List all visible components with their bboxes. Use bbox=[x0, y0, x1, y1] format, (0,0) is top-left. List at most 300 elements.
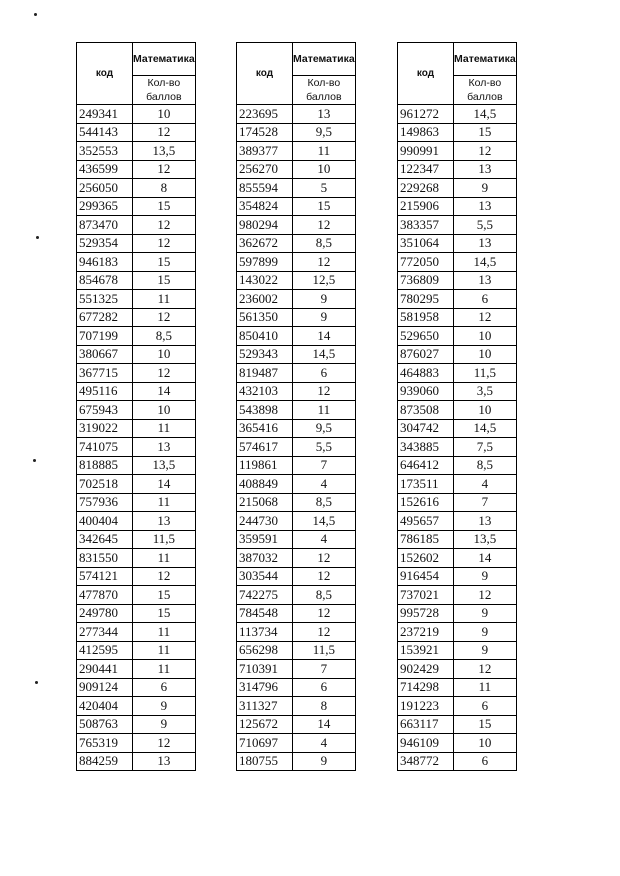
table-row bbox=[398, 234, 517, 253]
table-row bbox=[398, 308, 517, 327]
participant-code: 529650 bbox=[398, 327, 454, 346]
score-value: 10 bbox=[454, 327, 517, 346]
score-value: 13 bbox=[133, 438, 196, 457]
participant-code: 529343 bbox=[237, 345, 293, 364]
score-value: 14 bbox=[454, 549, 517, 568]
table-row bbox=[77, 123, 196, 142]
participant-code: 348772 bbox=[398, 752, 454, 771]
participant-code: 290441 bbox=[77, 660, 133, 679]
score-value: 6 bbox=[293, 678, 356, 697]
participant-code: 311327 bbox=[237, 697, 293, 716]
score-value: 12 bbox=[454, 142, 517, 161]
score-value: 15 bbox=[454, 715, 517, 734]
table-row bbox=[237, 530, 356, 549]
score-value: 11 bbox=[133, 660, 196, 679]
table-row bbox=[398, 586, 517, 605]
table-row bbox=[77, 438, 196, 457]
participant-code: 784548 bbox=[237, 604, 293, 623]
participant-code: 362672 bbox=[237, 234, 293, 253]
score-value: 8 bbox=[133, 179, 196, 198]
scan-speck bbox=[33, 459, 36, 462]
score-value: 5,5 bbox=[454, 216, 517, 235]
score-value: 11,5 bbox=[133, 530, 196, 549]
column-header-subject: Математика bbox=[133, 43, 196, 76]
table-row bbox=[77, 345, 196, 364]
table-row bbox=[398, 438, 517, 457]
score-value: 12 bbox=[293, 567, 356, 586]
participant-code: 742275 bbox=[237, 586, 293, 605]
table-row bbox=[398, 623, 517, 642]
score-value: 6 bbox=[454, 290, 517, 309]
table-row bbox=[398, 678, 517, 697]
table-row bbox=[398, 290, 517, 309]
participant-code: 304742 bbox=[398, 419, 454, 438]
table-row bbox=[237, 216, 356, 235]
table-row bbox=[237, 142, 356, 161]
table-row bbox=[237, 586, 356, 605]
participant-code: 702518 bbox=[77, 475, 133, 494]
table-row bbox=[237, 438, 356, 457]
table-row bbox=[237, 382, 356, 401]
participant-code: 215906 bbox=[398, 197, 454, 216]
score-value: 12 bbox=[293, 549, 356, 568]
score-value: 12 bbox=[454, 586, 517, 605]
score-value: 9 bbox=[133, 697, 196, 716]
score-value: 12 bbox=[454, 660, 517, 679]
score-value: 14 bbox=[293, 327, 356, 346]
table-row bbox=[237, 234, 356, 253]
table-row bbox=[77, 179, 196, 198]
participant-code: 495657 bbox=[398, 512, 454, 531]
participant-code: 229268 bbox=[398, 179, 454, 198]
score-value: 9,5 bbox=[293, 419, 356, 438]
score-value: 9 bbox=[454, 179, 517, 198]
table-row bbox=[77, 290, 196, 309]
participant-code: 153921 bbox=[398, 641, 454, 660]
participant-code: 876027 bbox=[398, 345, 454, 364]
table-row bbox=[398, 641, 517, 660]
score-value: 12 bbox=[133, 308, 196, 327]
participant-code: 646412 bbox=[398, 456, 454, 475]
table-row bbox=[398, 567, 517, 586]
participant-code: 574617 bbox=[237, 438, 293, 457]
participant-code: 436599 bbox=[77, 160, 133, 179]
table-row bbox=[237, 197, 356, 216]
score-value: 9 bbox=[293, 290, 356, 309]
table-row bbox=[77, 641, 196, 660]
participant-code: 119861 bbox=[237, 456, 293, 475]
participant-code: 656298 bbox=[237, 641, 293, 660]
participant-code: 256050 bbox=[77, 179, 133, 198]
score-value: 11 bbox=[133, 493, 196, 512]
table-row bbox=[237, 271, 356, 290]
table-row bbox=[77, 419, 196, 438]
participant-code: 544143 bbox=[77, 123, 133, 142]
column-header-points: Кол-во баллов bbox=[133, 76, 196, 105]
participant-code: 319022 bbox=[77, 419, 133, 438]
table-row bbox=[237, 401, 356, 420]
table-row bbox=[398, 160, 517, 179]
participant-code: 757936 bbox=[77, 493, 133, 512]
score-value: 3,5 bbox=[454, 382, 517, 401]
table-row bbox=[77, 586, 196, 605]
table-row bbox=[237, 160, 356, 179]
column-header-code: код bbox=[398, 43, 454, 105]
table-row bbox=[237, 678, 356, 697]
participant-code: 223695 bbox=[237, 105, 293, 124]
table-row bbox=[77, 697, 196, 716]
participant-code: 299365 bbox=[77, 197, 133, 216]
table-row bbox=[237, 697, 356, 716]
score-value: 8,5 bbox=[454, 456, 517, 475]
score-value: 12 bbox=[133, 216, 196, 235]
score-table-1 bbox=[76, 42, 196, 771]
score-value: 12 bbox=[293, 382, 356, 401]
participant-code: 383357 bbox=[398, 216, 454, 235]
table-row bbox=[398, 105, 517, 124]
participant-code: 946109 bbox=[398, 734, 454, 753]
score-value: 10 bbox=[454, 401, 517, 420]
score-value: 12 bbox=[133, 234, 196, 253]
participant-code: 990991 bbox=[398, 142, 454, 161]
participant-code: 707199 bbox=[77, 327, 133, 346]
table-row bbox=[237, 604, 356, 623]
table-row bbox=[237, 179, 356, 198]
score-value: 14,5 bbox=[454, 105, 517, 124]
participant-code: 909124 bbox=[77, 678, 133, 697]
participant-code: 420404 bbox=[77, 697, 133, 716]
score-table-body bbox=[77, 43, 196, 771]
participant-code: 939060 bbox=[398, 382, 454, 401]
participant-code: 249780 bbox=[77, 604, 133, 623]
score-value: 11 bbox=[133, 623, 196, 642]
table-row bbox=[398, 345, 517, 364]
score-value: 8,5 bbox=[133, 327, 196, 346]
score-value: 11 bbox=[133, 549, 196, 568]
participant-code: 237219 bbox=[398, 623, 454, 642]
score-value: 14,5 bbox=[293, 512, 356, 531]
table-row bbox=[77, 512, 196, 531]
table-row bbox=[237, 660, 356, 679]
score-value: 9 bbox=[454, 623, 517, 642]
participant-code: 236002 bbox=[237, 290, 293, 309]
participant-code: 855594 bbox=[237, 179, 293, 198]
participant-code: 529354 bbox=[77, 234, 133, 253]
score-value: 6 bbox=[454, 752, 517, 771]
table-row bbox=[77, 216, 196, 235]
table-row bbox=[398, 660, 517, 679]
table-row bbox=[398, 734, 517, 753]
score-value: 12 bbox=[293, 604, 356, 623]
participant-code: 400404 bbox=[77, 512, 133, 531]
participant-code: 831550 bbox=[77, 549, 133, 568]
score-value: 15 bbox=[454, 123, 517, 142]
table-row bbox=[398, 142, 517, 161]
participant-code: 961272 bbox=[398, 105, 454, 124]
table-row bbox=[77, 660, 196, 679]
table-row bbox=[237, 752, 356, 771]
participant-code: 256270 bbox=[237, 160, 293, 179]
score-value: 9 bbox=[454, 641, 517, 660]
participant-code: 249341 bbox=[77, 105, 133, 124]
column-header-subject: Математика bbox=[454, 43, 517, 76]
table-row bbox=[237, 345, 356, 364]
participant-code: 432103 bbox=[237, 382, 293, 401]
participant-code: 786185 bbox=[398, 530, 454, 549]
score-value: 13,5 bbox=[133, 142, 196, 161]
score-value: 5,5 bbox=[293, 438, 356, 457]
score-value: 12 bbox=[133, 160, 196, 179]
table-row bbox=[237, 623, 356, 642]
score-value: 12 bbox=[454, 308, 517, 327]
scan-speck bbox=[35, 681, 38, 684]
participant-code: 173511 bbox=[398, 475, 454, 494]
table-row bbox=[77, 734, 196, 753]
score-value: 7 bbox=[454, 493, 517, 512]
participant-code: 354824 bbox=[237, 197, 293, 216]
table-row bbox=[77, 308, 196, 327]
participant-code: 995728 bbox=[398, 604, 454, 623]
table-row bbox=[77, 752, 196, 771]
table-row bbox=[398, 475, 517, 494]
table-row bbox=[398, 530, 517, 549]
score-value: 15 bbox=[133, 271, 196, 290]
score-value: 13 bbox=[293, 105, 356, 124]
participant-code: 180755 bbox=[237, 752, 293, 771]
participant-code: 561350 bbox=[237, 308, 293, 327]
table-row bbox=[77, 549, 196, 568]
participant-code: 710391 bbox=[237, 660, 293, 679]
score-value: 8,5 bbox=[293, 586, 356, 605]
participant-code: 916454 bbox=[398, 567, 454, 586]
participant-code: 174528 bbox=[237, 123, 293, 142]
participant-code: 303544 bbox=[237, 567, 293, 586]
table-row bbox=[398, 197, 517, 216]
scan-speck bbox=[36, 236, 39, 239]
table-row bbox=[237, 715, 356, 734]
table-row bbox=[237, 475, 356, 494]
score-value: 14 bbox=[293, 715, 356, 734]
table-row bbox=[77, 678, 196, 697]
table-row bbox=[398, 456, 517, 475]
table-row bbox=[77, 530, 196, 549]
participant-code: 818885 bbox=[77, 456, 133, 475]
score-value: 4 bbox=[293, 734, 356, 753]
participant-code: 125672 bbox=[237, 715, 293, 734]
table-row bbox=[398, 382, 517, 401]
score-value: 14,5 bbox=[454, 253, 517, 272]
score-value: 11 bbox=[133, 290, 196, 309]
score-value: 12 bbox=[133, 364, 196, 383]
table-row bbox=[77, 253, 196, 272]
score-value: 4 bbox=[454, 475, 517, 494]
score-value: 12 bbox=[293, 253, 356, 272]
participant-code: 277344 bbox=[77, 623, 133, 642]
participant-code: 675943 bbox=[77, 401, 133, 420]
column-header-points: Кол-во баллов bbox=[454, 76, 517, 105]
participant-code: 873508 bbox=[398, 401, 454, 420]
participant-code: 408849 bbox=[237, 475, 293, 494]
table-row bbox=[77, 456, 196, 475]
score-value: 11 bbox=[133, 419, 196, 438]
score-value: 11 bbox=[133, 641, 196, 660]
participant-code: 736809 bbox=[398, 271, 454, 290]
score-value: 9 bbox=[293, 752, 356, 771]
score-value: 4 bbox=[293, 530, 356, 549]
table-row bbox=[77, 493, 196, 512]
score-value: 13 bbox=[454, 160, 517, 179]
table-row bbox=[398, 271, 517, 290]
table-row bbox=[398, 419, 517, 438]
table-row bbox=[398, 327, 517, 346]
participant-code: 819487 bbox=[237, 364, 293, 383]
score-value: 14 bbox=[133, 475, 196, 494]
participant-code: 380667 bbox=[77, 345, 133, 364]
score-value: 10 bbox=[293, 160, 356, 179]
table-row bbox=[237, 308, 356, 327]
table-row bbox=[398, 697, 517, 716]
score-value: 13,5 bbox=[133, 456, 196, 475]
column-header-code: код bbox=[77, 43, 133, 105]
score-value: 13 bbox=[133, 752, 196, 771]
table-row bbox=[77, 475, 196, 494]
participant-code: 359591 bbox=[237, 530, 293, 549]
score-value: 5 bbox=[293, 179, 356, 198]
participant-code: 508763 bbox=[77, 715, 133, 734]
header-row bbox=[77, 43, 196, 76]
score-value: 14,5 bbox=[293, 345, 356, 364]
participant-code: 597899 bbox=[237, 253, 293, 272]
participant-code: 152602 bbox=[398, 549, 454, 568]
table-row bbox=[77, 271, 196, 290]
score-table-2 bbox=[236, 42, 356, 771]
table-row bbox=[77, 364, 196, 383]
score-value: 11 bbox=[293, 401, 356, 420]
participant-code: 215068 bbox=[237, 493, 293, 512]
score-value: 4 bbox=[293, 475, 356, 494]
score-value: 15 bbox=[133, 197, 196, 216]
table-row bbox=[237, 419, 356, 438]
table-row bbox=[398, 401, 517, 420]
participant-code: 367715 bbox=[77, 364, 133, 383]
participant-code: 543898 bbox=[237, 401, 293, 420]
participant-code: 873470 bbox=[77, 216, 133, 235]
score-value: 7 bbox=[293, 660, 356, 679]
participant-code: 902429 bbox=[398, 660, 454, 679]
table-row bbox=[77, 234, 196, 253]
table-row bbox=[77, 142, 196, 161]
table-row bbox=[77, 160, 196, 179]
participant-code: 352553 bbox=[77, 142, 133, 161]
participant-code: 191223 bbox=[398, 697, 454, 716]
score-value: 6 bbox=[454, 697, 517, 716]
participant-code: 780295 bbox=[398, 290, 454, 309]
table-row bbox=[398, 253, 517, 272]
participant-code: 884259 bbox=[77, 752, 133, 771]
table-row bbox=[237, 493, 356, 512]
score-value: 13 bbox=[454, 512, 517, 531]
score-value: 9 bbox=[293, 308, 356, 327]
score-value: 8 bbox=[293, 697, 356, 716]
participant-code: 122347 bbox=[398, 160, 454, 179]
table-row bbox=[398, 364, 517, 383]
scan-speck bbox=[34, 13, 37, 16]
score-value: 7,5 bbox=[454, 438, 517, 457]
score-value: 10 bbox=[454, 734, 517, 753]
score-value: 7 bbox=[293, 456, 356, 475]
score-value: 12 bbox=[133, 567, 196, 586]
table-row bbox=[398, 549, 517, 568]
table-row bbox=[77, 623, 196, 642]
table-row bbox=[398, 179, 517, 198]
table-row bbox=[237, 512, 356, 531]
table-row bbox=[398, 123, 517, 142]
table-row bbox=[77, 715, 196, 734]
participant-code: 946183 bbox=[77, 253, 133, 272]
score-table-body bbox=[237, 43, 356, 771]
score-value: 12 bbox=[293, 623, 356, 642]
score-value: 6 bbox=[133, 678, 196, 697]
table-row bbox=[237, 456, 356, 475]
table-row bbox=[398, 493, 517, 512]
participant-code: 387032 bbox=[237, 549, 293, 568]
table-row bbox=[398, 216, 517, 235]
score-value: 13 bbox=[454, 271, 517, 290]
table-row bbox=[77, 105, 196, 124]
participant-code: 495116 bbox=[77, 382, 133, 401]
table-row bbox=[237, 567, 356, 586]
participant-code: 113734 bbox=[237, 623, 293, 642]
score-value: 12,5 bbox=[293, 271, 356, 290]
participant-code: 765319 bbox=[77, 734, 133, 753]
participant-code: 677282 bbox=[77, 308, 133, 327]
participant-code: 464883 bbox=[398, 364, 454, 383]
participant-code: 772050 bbox=[398, 253, 454, 272]
table-row bbox=[77, 382, 196, 401]
participant-code: 152616 bbox=[398, 493, 454, 512]
table-row bbox=[77, 197, 196, 216]
participant-code: 149863 bbox=[398, 123, 454, 142]
score-value: 11 bbox=[454, 678, 517, 697]
table-row bbox=[237, 641, 356, 660]
score-value: 14 bbox=[133, 382, 196, 401]
score-value: 14,5 bbox=[454, 419, 517, 438]
score-value: 12 bbox=[133, 123, 196, 142]
participant-code: 244730 bbox=[237, 512, 293, 531]
table-row bbox=[237, 290, 356, 309]
participant-code: 663117 bbox=[398, 715, 454, 734]
table-row bbox=[237, 549, 356, 568]
table-row bbox=[237, 327, 356, 346]
score-value: 8,5 bbox=[293, 234, 356, 253]
score-value: 12 bbox=[293, 216, 356, 235]
table-row bbox=[398, 512, 517, 531]
column-header-points: Кол-во баллов bbox=[293, 76, 356, 105]
score-value: 11,5 bbox=[454, 364, 517, 383]
score-table-3 bbox=[397, 42, 517, 771]
participant-code: 581958 bbox=[398, 308, 454, 327]
header-row bbox=[237, 43, 356, 76]
score-value: 10 bbox=[454, 345, 517, 364]
participant-code: 980294 bbox=[237, 216, 293, 235]
score-table-body bbox=[398, 43, 517, 771]
participant-code: 710697 bbox=[237, 734, 293, 753]
table-row bbox=[237, 253, 356, 272]
column-header-subject: Математика bbox=[293, 43, 356, 76]
score-value: 10 bbox=[133, 345, 196, 364]
score-value: 15 bbox=[133, 586, 196, 605]
score-value: 11 bbox=[293, 142, 356, 161]
